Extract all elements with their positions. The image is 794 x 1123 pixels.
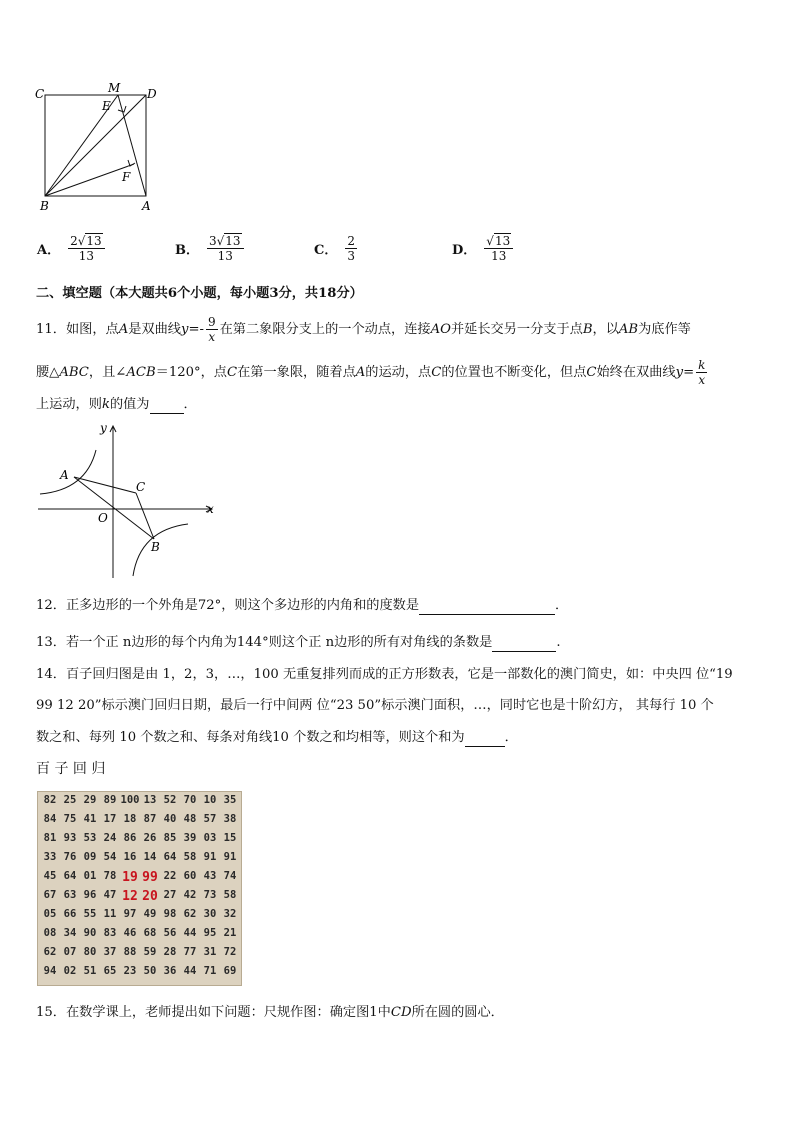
- label-C: C: [35, 87, 45, 101]
- q13-answer-blank[interactable]: [492, 637, 556, 652]
- grid-cell: 13: [143, 794, 157, 806]
- q12-line: [36, 597, 568, 615]
- q11-l3-text-a: 上运动，则: [36, 397, 102, 412]
- q14-line1: 14．百子回归图是由 1，2，3，…，100 无重复排列而成的正方形数表，它是一部数化的澳门简史，如：中央四 位“19: [36, 667, 733, 682]
- q15-end: 所在圆的圆心．: [411, 1005, 504, 1020]
- grid-cell: 33: [43, 851, 57, 863]
- grid-cell: 58: [223, 889, 237, 901]
- figure-square-diagram: [34, 80, 164, 215]
- q11-seg-AB: AB: [618, 322, 639, 337]
- grid-cell: 83: [103, 927, 117, 939]
- option-c-label: C．: [314, 243, 338, 258]
- grid-cell: 70: [183, 794, 197, 806]
- grid-cell: 63: [63, 889, 77, 901]
- q11-var-y: y: [181, 322, 189, 337]
- q15-line: [36, 1004, 504, 1022]
- option-a[interactable]: [37, 234, 107, 263]
- grid-cell: 07: [63, 946, 77, 958]
- q11-text-5: ，以: [592, 322, 619, 337]
- q13-end: .: [556, 635, 561, 650]
- grid-cell: 05: [43, 908, 57, 920]
- q11-text-1: 11．如图，点: [36, 322, 119, 337]
- grid-cell: 68: [143, 927, 157, 939]
- q12-end: ．: [555, 598, 569, 613]
- q11-line1: [36, 315, 691, 344]
- q11-point-C: C: [226, 365, 238, 380]
- grid-cell: 94: [43, 965, 57, 977]
- option-a-radicand: 13: [86, 234, 102, 248]
- magic-square-image: [37, 791, 242, 986]
- grid-cell: 49: [143, 908, 157, 920]
- grid-cell: 59: [143, 946, 157, 958]
- q11-eq2: =: [683, 365, 695, 380]
- grid-cell: 80: [83, 946, 97, 958]
- q11-point-C2: C: [431, 365, 442, 380]
- grid-cell: 51: [83, 965, 97, 977]
- grid-cell: 27: [163, 889, 177, 901]
- q11-frac2-num: k: [698, 358, 706, 372]
- option-d-den: 13: [491, 249, 507, 263]
- q14-end: ．: [504, 730, 518, 745]
- grid-cell: 56: [163, 927, 177, 939]
- grid-cell: 62: [43, 946, 57, 958]
- grid-cell: 20: [142, 889, 158, 904]
- hyperbola-branch-right: [133, 524, 188, 576]
- q14-line3: [36, 729, 518, 747]
- segment-AC: [74, 477, 136, 493]
- q11-eq: =-: [188, 322, 204, 337]
- grid-cell: 02: [63, 965, 77, 977]
- q11-l2-text-e: 的运动，点: [365, 365, 432, 380]
- grid-cell: 14: [143, 851, 157, 863]
- grid-cell: 48: [183, 813, 197, 825]
- q11-seg-AO: AO: [430, 322, 451, 337]
- grid-cell: 08: [43, 927, 57, 939]
- q11-text-3: 在第二象限分支上的一个动点，连接: [219, 322, 431, 337]
- q11-point-A: A: [118, 322, 129, 337]
- grid-cell: 25: [63, 794, 77, 806]
- q11-point-C3: C: [586, 365, 597, 380]
- segment-BF: [45, 164, 134, 196]
- q14-text-3: 数之和、每列 10 个数之和、每条对角线10 个数之和均相等，则这个和为: [36, 730, 465, 745]
- grid-cell: 69: [223, 965, 237, 977]
- grid-cell: 30: [203, 908, 217, 920]
- grid-cell: 11: [103, 908, 117, 920]
- grid-cell: 86: [123, 832, 137, 844]
- grid-cell: 52: [163, 794, 177, 806]
- q11-l2-text-d: 在第一象限，随着点: [237, 365, 356, 380]
- q11-l2-text-f: 的位置也不断变化，但点: [441, 365, 587, 380]
- grid-cell: 45: [43, 870, 57, 882]
- option-c-den: 3: [347, 249, 355, 263]
- grid-cell: 29: [83, 794, 97, 806]
- figure-hyperbola-diagram: [36, 420, 226, 580]
- q11-var-k: k: [101, 397, 110, 412]
- grid-cell: 64: [63, 870, 77, 882]
- grid-cell: 01: [83, 870, 97, 882]
- grid-cell: 40: [163, 813, 177, 825]
- q11-text-6: 为底作等: [638, 322, 691, 337]
- grid-cell: 41: [83, 813, 97, 825]
- option-b-coef: 3: [209, 234, 217, 248]
- grid-cell: 23: [123, 965, 137, 977]
- q11-frac2-den: x: [698, 373, 706, 387]
- q11-l2-text-b: ，且∠: [88, 365, 127, 380]
- grid-cell: 37: [103, 946, 117, 958]
- grid-cell: 32: [223, 908, 237, 920]
- q11-answer-blank[interactable]: [150, 399, 184, 414]
- grid-cell: 95: [203, 927, 217, 939]
- option-a-den: 13: [78, 249, 95, 263]
- grid-cell: 44: [183, 927, 197, 939]
- grid-cell: 67: [43, 889, 57, 901]
- q12-text: 12．正多边形的一个外角是72°，则这个多边形的内角和的度数是: [36, 598, 420, 613]
- grid-cell: 46: [123, 927, 137, 939]
- grid-cell: 54: [103, 851, 117, 863]
- q11-l3-end: ．: [183, 397, 197, 412]
- grid-cell: 44: [183, 965, 197, 977]
- grid-cell: 64: [163, 851, 177, 863]
- q11-l2-text-a: 腰△: [36, 365, 60, 380]
- option-d-label: D．: [452, 243, 477, 258]
- grid-cell: 65: [103, 965, 117, 977]
- label-D: D: [147, 87, 157, 101]
- q14-answer-blank[interactable]: [465, 732, 505, 747]
- q11-fraction2: [696, 358, 707, 387]
- grid-cell: 16: [123, 851, 137, 863]
- q11-l2-text-c: ＝120°，点: [155, 365, 227, 380]
- grid-cell: 35: [223, 794, 237, 806]
- label-A: A: [60, 468, 69, 482]
- q11-frac-den: x: [208, 330, 216, 344]
- label-B: B: [151, 540, 160, 554]
- grid-cell: 90: [83, 927, 97, 939]
- grid-cell: 43: [203, 870, 217, 882]
- q11-text-4: 并延长交另一分支于点: [450, 322, 583, 337]
- grid-cell: 58: [183, 851, 197, 863]
- grid-cell: 09: [83, 851, 97, 863]
- grid-cell: 18: [123, 813, 137, 825]
- grid-cell: 24: [103, 832, 117, 844]
- grid-cell: 84: [43, 813, 57, 825]
- option-d-fraction: $\frac{√13}{13}$: [484, 234, 513, 263]
- label-F: F: [122, 170, 131, 184]
- grid-cell: 76: [63, 851, 77, 863]
- option-c-fraction: [345, 234, 357, 263]
- grid-cell: 97: [123, 908, 137, 920]
- label-x: x: [207, 502, 214, 516]
- grid-title: 百 子 回 归: [36, 761, 106, 777]
- label-C: C: [136, 480, 146, 494]
- grid-cell: 22: [163, 870, 177, 882]
- grid-cell: 73: [203, 889, 217, 901]
- q15-text: 15．在数学课上，老师提出如下问题：尺规作图：确定图1中: [36, 1005, 391, 1020]
- grid-cell: 28: [163, 946, 177, 958]
- grid-cell: 34: [63, 927, 77, 939]
- option-b[interactable]: [175, 234, 246, 263]
- option-a-fraction: $\frac{2√13}{13}$: [68, 234, 105, 263]
- right-angle-F: [128, 160, 135, 166]
- option-c[interactable]: [314, 234, 359, 263]
- grid-cell: 71: [203, 965, 217, 977]
- q11-var-y2: y: [675, 365, 684, 380]
- label-B: B: [40, 199, 49, 213]
- grid-cell: 57: [203, 813, 217, 825]
- q11-angle-ACB: ACB: [126, 365, 156, 380]
- grid-cell: 38: [223, 813, 237, 825]
- q11-frac-num: 9: [207, 315, 216, 329]
- section2-title: 二、填空题（本大题共6个小题，每小题3分，共18分）: [36, 286, 363, 301]
- q13-line: [36, 634, 561, 652]
- label-y: y: [100, 421, 107, 435]
- option-d[interactable]: [452, 234, 515, 263]
- grid-cell: 93: [63, 832, 77, 844]
- q15-arc-CD: CD: [390, 1005, 412, 1020]
- grid-cell: 21: [223, 927, 237, 939]
- grid-cell: 50: [143, 965, 157, 977]
- grid-cell: 60: [183, 870, 197, 882]
- q11-line2: [36, 358, 709, 387]
- q11-point-B: B: [582, 322, 593, 337]
- grid-cell: 88: [123, 946, 137, 958]
- grid-cell: 36: [163, 965, 177, 977]
- label-E: E: [102, 99, 111, 113]
- q11-tri-ABC: ABC: [59, 365, 89, 380]
- grid-cell: 77: [183, 946, 197, 958]
- q13-text: 13．若一个正 n边形的每个内角为144°则这个正 n边形的所有对角线的条数是: [36, 635, 493, 650]
- grid-cell: 03: [203, 832, 217, 844]
- grid-cell: 74: [223, 870, 237, 882]
- grid-cell: 19: [122, 870, 138, 885]
- grid-cell: 99: [142, 870, 158, 885]
- q11-fraction: [206, 315, 218, 344]
- grid-cell: 66: [63, 908, 77, 920]
- grid-cell: 39: [183, 832, 197, 844]
- grid-cell: 47: [103, 889, 117, 901]
- grid-cell: 91: [223, 851, 237, 863]
- option-a-coef: 2: [70, 234, 78, 248]
- grid-cell: 42: [183, 889, 197, 901]
- grid-cell: 53: [83, 832, 97, 844]
- option-b-fraction: $\frac{3√13}{13}$: [207, 234, 244, 263]
- grid-cell: 12: [122, 889, 138, 904]
- label-O: O: [98, 511, 108, 525]
- label-M: M: [108, 81, 121, 95]
- segment-BD: [45, 95, 146, 196]
- grid-cell: 87: [143, 813, 157, 825]
- grid-cell: 26: [143, 832, 157, 844]
- grid-cell: 96: [83, 889, 97, 901]
- grid-cell: 10: [203, 794, 217, 806]
- grid-cell: 17: [103, 813, 117, 825]
- grid-cell: 31: [203, 946, 217, 958]
- q11-l2-text-g: 始终在双曲线: [596, 365, 676, 380]
- grid-cell: 75: [63, 813, 77, 825]
- label-A: A: [142, 199, 151, 213]
- grid-cell: 15: [223, 832, 237, 844]
- grid-cell: 91: [203, 851, 217, 863]
- q11-line3: [36, 396, 197, 414]
- option-b-radicand: 13: [225, 234, 241, 248]
- option-b-den: 13: [217, 249, 233, 263]
- q11-l3-text-b: 的值为: [109, 397, 150, 412]
- grid-cell: 82: [43, 794, 57, 806]
- q11-text-2: 是双曲线: [128, 322, 181, 337]
- option-c-num: 2: [347, 234, 355, 248]
- q14-line2: 99 12 20”标示澳门回归日期，最后一行中间两 位“23 50”标示澳门面积，…，同时它也是十阶幻方， 其每行 10 个: [36, 698, 714, 713]
- grid-cell: 89: [103, 794, 117, 806]
- grid-cell: 55: [83, 908, 97, 920]
- grid-cell: 81: [43, 832, 57, 844]
- grid-cell: 85: [163, 832, 177, 844]
- option-d-radicand: 13: [494, 234, 511, 248]
- option-a-label: A．: [37, 243, 61, 258]
- q12-answer-blank[interactable]: [419, 600, 555, 615]
- grid-cell: 62: [183, 908, 197, 920]
- grid-cell: 100: [120, 794, 140, 806]
- q11-point-A2: A: [355, 365, 366, 380]
- option-b-label: B．: [175, 243, 199, 258]
- grid-cell: 72: [223, 946, 237, 958]
- grid-cell: 98: [163, 908, 177, 920]
- grid-cell: 78: [103, 870, 117, 882]
